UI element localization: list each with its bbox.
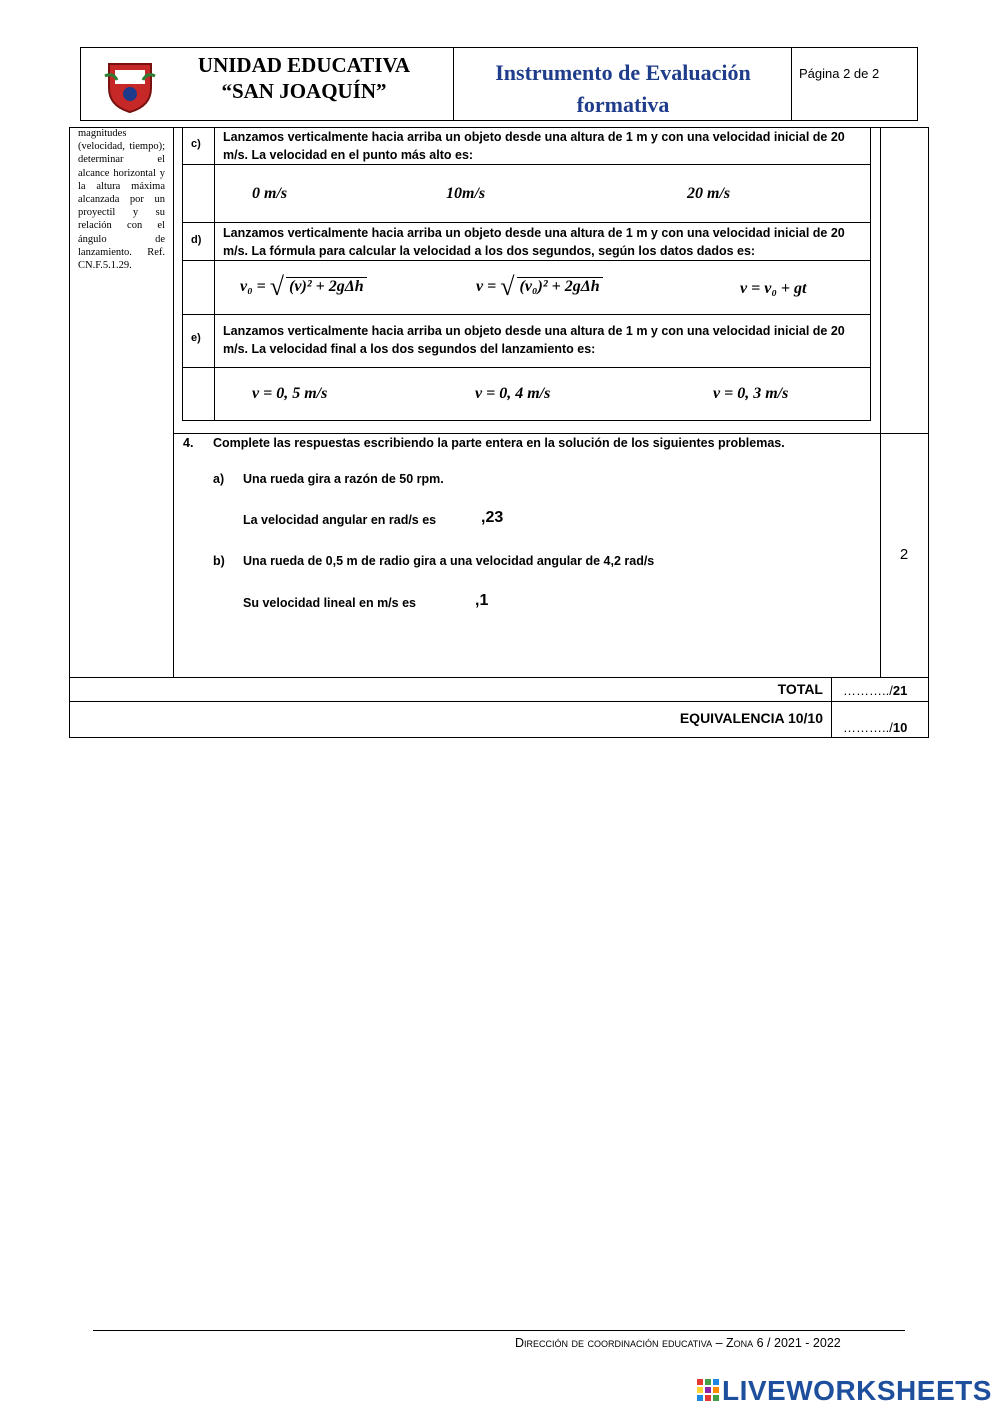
left-column-divider xyxy=(173,127,174,678)
question-d-label: d) xyxy=(191,234,202,246)
liveworksheets-brand[interactable] xyxy=(697,1375,992,1407)
footer-text: Dirección de coordinación educativa – Zona 6 / 2021 - 2022 xyxy=(515,1336,841,1350)
equivalence-label: EQUIVALENCIA 10/10 xyxy=(679,710,823,726)
option-e1[interactable]: v = 0, 5 m/s xyxy=(252,385,328,402)
label-column-divider xyxy=(214,127,215,421)
page-number: Página 2 de 2 xyxy=(799,66,880,81)
school-line1: UNIDAD EDUCATIVA xyxy=(197,53,411,77)
school-name xyxy=(169,52,439,104)
row-line-d xyxy=(182,260,871,261)
liveworksheets-logo-icon xyxy=(697,1377,719,1403)
title-line2: formativa xyxy=(576,92,670,117)
radical-icon: √ xyxy=(269,272,285,301)
right-column-divider xyxy=(880,127,881,678)
title-line1: Instrumento de Evaluación xyxy=(495,60,751,85)
q4a-answer-input[interactable] xyxy=(452,506,480,528)
criterion-text: magnitudes (velocidad, tiempo); determinar el alcance horizontal y la altura máxima alcanzada por un proyectil y su relación con el ángulo de lanzamiento. Ref. CN.F.5.1.29. xyxy=(78,128,165,272)
q4-title: Complete las respuestas escribiendo la parte entera en la solución de los siguientes problemas. xyxy=(213,436,785,450)
total-score xyxy=(843,683,907,698)
equivalence-max: 10 xyxy=(892,720,908,735)
header-box xyxy=(80,47,918,121)
option-e2[interactable]: v = 0, 4 m/s xyxy=(475,385,551,402)
liveworksheets-wordmark: LIVEWORKSHEETS xyxy=(722,1375,992,1406)
q4b-text: Una rueda de 0,5 m de radio gira a una velocidad angular de 4,2 rad/s xyxy=(243,554,655,568)
q4a-prompt: La velocidad angular en rad/s es xyxy=(243,513,437,527)
q4b-answer-input[interactable] xyxy=(446,589,474,611)
total-label: TOTAL xyxy=(777,681,823,697)
option-d3[interactable]: v = v₀ + gt xyxy=(740,280,807,297)
school-logo xyxy=(103,58,157,114)
option-d2[interactable] xyxy=(476,272,603,302)
equivalence-dots: ………../ xyxy=(843,720,893,735)
question-c-text: Lanzamos verticalmente hacia arriba un objeto desde una altura de 1 m y con una velocidad inicial de 20 m/s. La velocidad en el punto más alto es: xyxy=(223,130,845,162)
document-title xyxy=(455,57,791,121)
radical-icon: √ xyxy=(500,272,515,301)
option-d1-lhs: v₀ = xyxy=(240,278,266,295)
q4-number: 4. xyxy=(183,436,194,450)
total-dots: ………../ xyxy=(843,683,893,698)
question-e-text: Lanzamos verticalmente hacia arriba un objeto desde una altura de 1 m y con una velocidad inicial de 20 m/s. La velocidad final a los dos segundos del lanzamiento es: xyxy=(223,324,845,356)
option-c1[interactable]: 0 m/s xyxy=(252,185,288,202)
option-d2-lhs: v = xyxy=(476,278,497,295)
question-d-text: Lanzamos verticalmente hacia arriba un objeto desde una altura de 1 m y con una velocidad inicial de 20 m/s. La fórmula para calcular la velocidad a los dos segundos, según los datos dados es: xyxy=(223,226,845,258)
total-max: 21 xyxy=(892,683,908,698)
footer-rule xyxy=(93,1330,905,1331)
option-e3[interactable]: v = 0, 3 m/s xyxy=(713,385,789,402)
option-d1[interactable] xyxy=(240,272,367,302)
row-line-d-opts xyxy=(182,314,871,315)
option-d1-radicand: (v)² + 2gΔh xyxy=(286,277,367,296)
row-line-e xyxy=(182,367,871,368)
equivalence-score xyxy=(843,720,907,735)
header-divider-1 xyxy=(453,48,454,120)
question-e-label: e) xyxy=(191,332,201,344)
question-c-label: c) xyxy=(191,138,201,150)
q4a-suffix: ,23 xyxy=(481,509,504,526)
row-line-c-opts xyxy=(182,222,871,223)
row-line-c xyxy=(182,164,871,165)
option-c2[interactable]: 10m/s xyxy=(446,185,486,202)
q4b-suffix: ,1 xyxy=(475,592,489,609)
header-divider-2 xyxy=(791,48,792,120)
option-c3[interactable]: 20 m/s xyxy=(687,185,731,202)
school-line2: “SAN JOAQUÍN” xyxy=(221,79,387,103)
q4-score: 2 xyxy=(899,546,909,563)
q4a-text: Una rueda gira a razón de 50 rpm. xyxy=(243,472,444,486)
option-d2-radicand: (v₀)² + 2gΔh xyxy=(517,277,603,296)
q4a-label: a) xyxy=(213,472,225,486)
q4b-prompt: Su velocidad lineal en m/s es xyxy=(243,596,416,610)
q4b-label: b) xyxy=(213,554,225,568)
